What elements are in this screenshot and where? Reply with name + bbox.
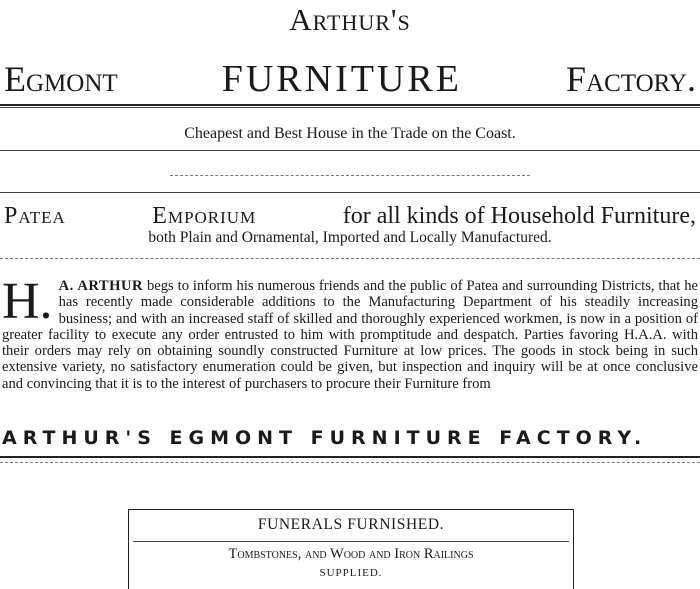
bottom-title-rule (0, 456, 700, 458)
body-main-text: begs to inform his numerous friends and the public of Patea and surrounding Districts, that he has recently made considerable additions to the Manufacturing Department of his steadily increasing business; and with an increased staff of skilled and thoroughly experienced workmen, is now in a position of greater facility to execute any order entrusted to him with promptitude and despatch. Parties favoring H.A.A. with their orders may rely on obtaining soundly constructed Furniture at low prices. The goods in stock being in such extensive variety, no satisfactory enumeration could be given, but inspection and inquiry will be at once conclusive and convincing that it is to the interest of purchasers to procure their Furniture from (2, 278, 698, 392)
drop-cap: H. (2, 273, 53, 330)
funerals-rule (133, 541, 569, 542)
header-rule-thin (0, 107, 700, 108)
tagline-rule (0, 150, 700, 151)
header-line1: Arthur's (289, 2, 411, 37)
ornament-rule (170, 175, 530, 176)
bottom-title-rule-2 (0, 462, 700, 463)
section-rule (0, 192, 700, 193)
body-text (2, 273, 698, 392)
funerals-box (128, 509, 574, 589)
bottom-title: ARTHUR'S EGMONT FURNITURE FACTORY. (2, 427, 648, 449)
body-lead: A. ARTHUR (58, 278, 144, 294)
header-word-furniture: FURNITURE (221, 58, 462, 100)
emporium-word-rest: for all kinds of Household Furniture, (342, 203, 696, 229)
funerals-line2: Tombstones, and Wood and Iron Railings (228, 546, 474, 562)
body-paragraph (2, 273, 698, 392)
tagline: Cheapest and Best House in the Trade on the Coast. (184, 125, 516, 142)
header-word-egmont: Egmont (4, 59, 118, 99)
funerals-line3: SUPPLIED. (319, 567, 383, 579)
header-rule (0, 104, 700, 106)
emporium-rule (0, 258, 700, 259)
emporium-word-emporium: Emporium (152, 203, 257, 229)
funerals-title: FUNERALS FURNISHED. (257, 516, 445, 533)
emporium-word-patea: Patea (4, 203, 66, 229)
emporium-subline: both Plain and Ornamental, Imported and Locally Manufactured. (148, 229, 552, 246)
header-word-factory: Factory. (566, 59, 696, 99)
header-line2 (4, 55, 696, 103)
